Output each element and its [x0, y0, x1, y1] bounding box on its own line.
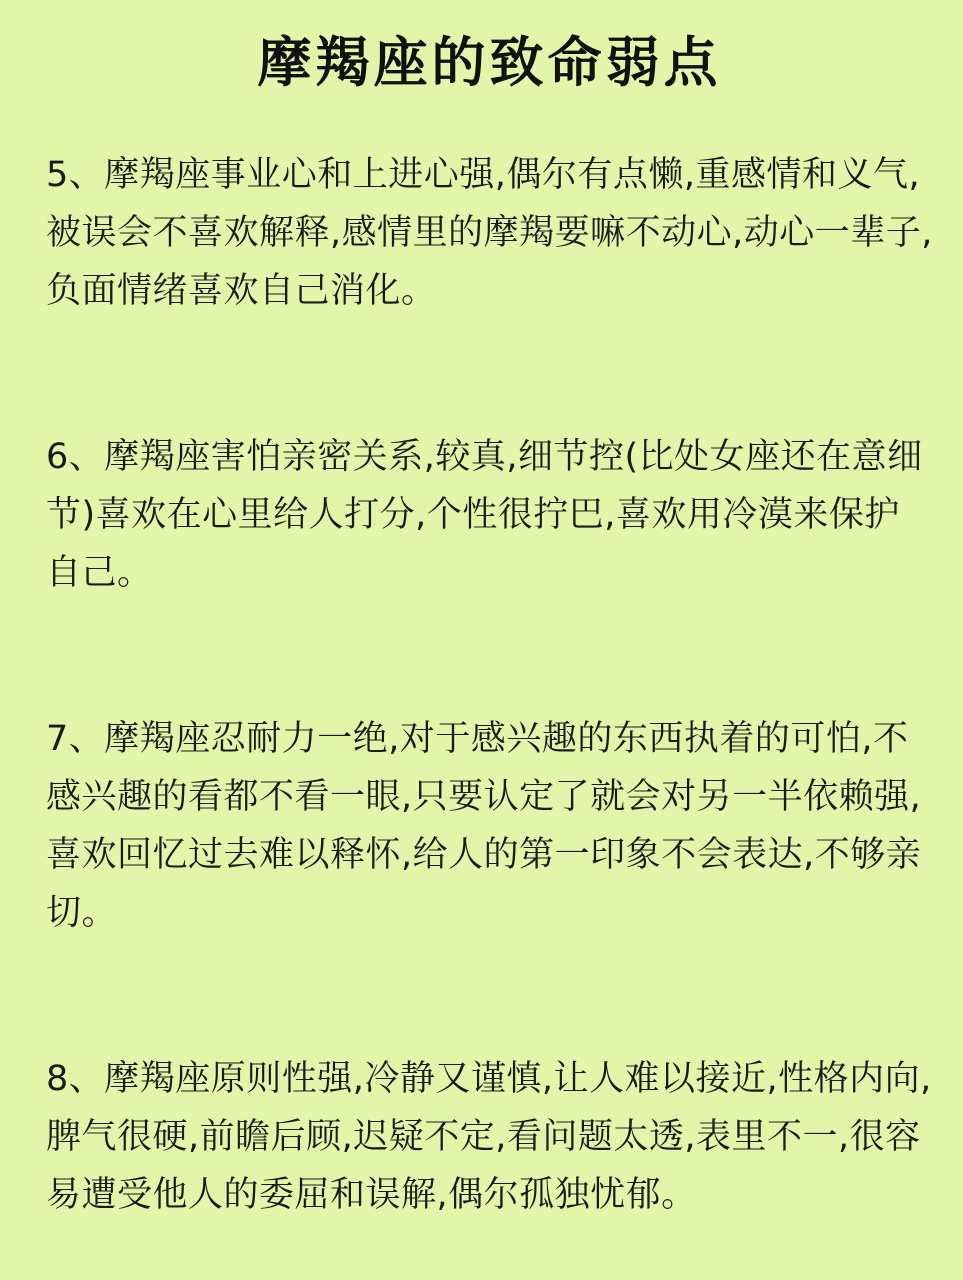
page-title: 摩羯座的致命弱点 — [257, 31, 722, 94]
weakness-item-8: 8、摩羯座原则性强,冷静又谨慎,让人难以接近,性格内向,脾气很硬,前瞻后顾,迟疑不定,看问题太透,表里不一,很容易遭受他人的委屈和误解,偶尔孤独忧郁。 — [46, 1059, 932, 1215]
weakness-item-6: 6、摩羯座害怕亲密关系,较真,细节控(比处女座还在意细节)喜欢在心里给人打分,个性很拧巴,喜欢用冷漠来保护自己。 — [46, 437, 923, 593]
weakness-list — [46, 146, 933, 1224]
weakness-item-5: 5、摩羯座事业心和上进心强,偶尔有点懒,重感情和义气,被误会不喜欢解释,感情里的摩羯要嘛不动心,动心一辈子,负面情绪喜欢自己消化。 — [46, 155, 933, 311]
weakness-item-7: 7、摩羯座忍耐力一绝,对于感兴趣的东西执着的可怕,不感兴趣的看都不看一眼,只要认定了就会对另一半依赖强,喜欢回忆过去难以释怀,给人的第一印象不会表达,不够亲切。 — [46, 719, 922, 933]
